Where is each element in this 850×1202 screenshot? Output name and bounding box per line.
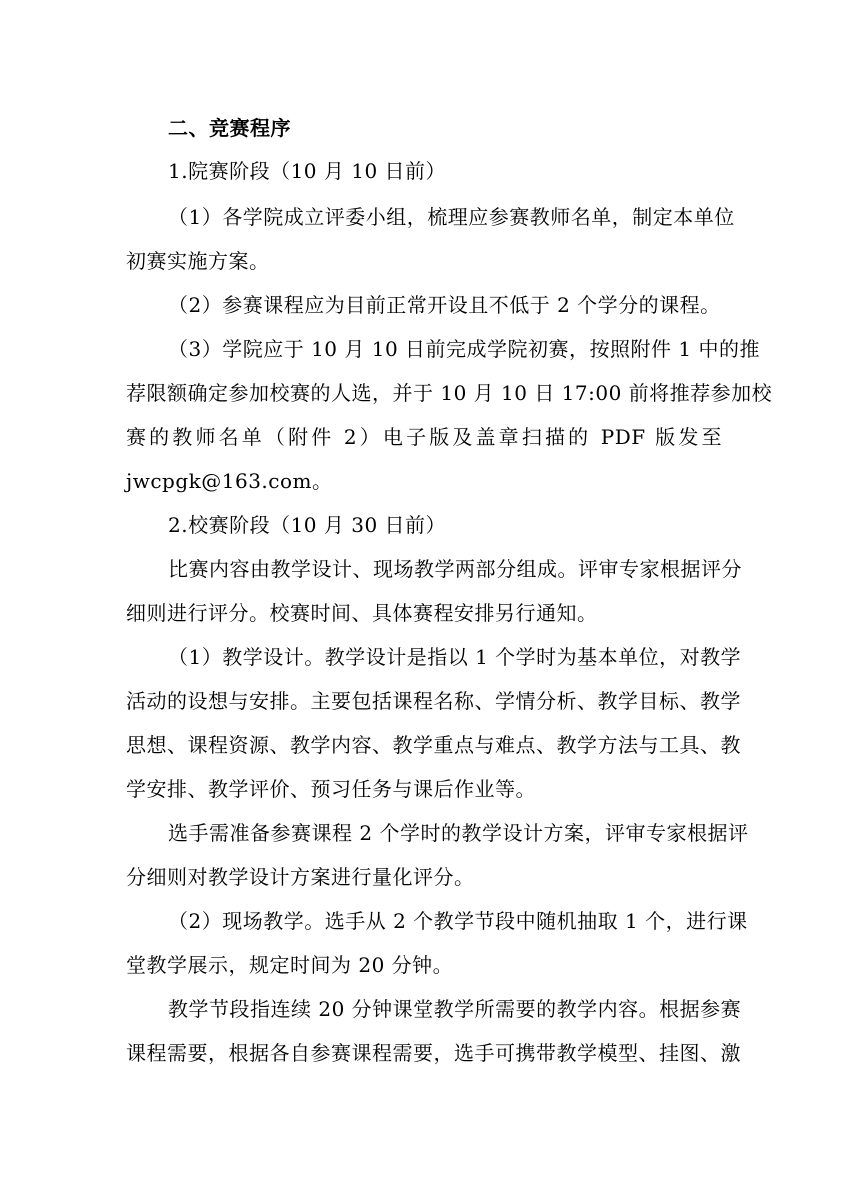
paragraph-line: 初赛实施方案。	[126, 249, 270, 273]
paragraph-line: 学安排、教学评价、预习任务与课后作业等。	[126, 777, 536, 801]
email-address: jwcpgk@163.com。	[126, 469, 333, 493]
paragraph-line: 比赛内容由教学设计、现场教学两部分组成。评审专家根据评分	[168, 557, 742, 581]
paragraph-line: 课程需要，根据各自参赛课程需要，选手可携带教学模型、挂图、激	[126, 1041, 741, 1065]
paragraph-line: 堂教学展示，规定时间为 20 分钟。	[126, 953, 454, 977]
paragraph-line: 细则进行评分。校赛时间、具体赛程安排另行通知。	[126, 601, 598, 625]
paragraph-line: （1）教学设计。教学设计是指以 1 个学时为基本单位，对教学	[168, 645, 742, 669]
paragraph-line: （2）现场教学。选手从 2 个教学节段中随机抽取 1 个，进行课	[168, 909, 748, 933]
paragraph-line: （2）参赛课程应为目前正常开设且不低于 2 个学分的课程。	[168, 293, 721, 317]
paragraph-line: （1）各学院成立评委小组，梳理应参赛教师名单，制定本单位	[168, 205, 735, 229]
subsection-title-college-stage: 1.院赛阶段（10 月 10 日前）	[168, 159, 447, 183]
subsection-title-school-stage: 2.校赛阶段（10 月 30 日前）	[168, 513, 447, 537]
paragraph-line: 分细则对教学设计方案进行量化评分。	[126, 865, 475, 889]
paragraph-line: 教学节段指连续 20 分钟课堂教学所需要的教学内容。根据参赛	[168, 997, 742, 1021]
paragraph-line: 赛的教师名单（附件 2）电子版及盖章扫描的 PDF 版发至	[126, 425, 722, 449]
paragraph-line: 选手需准备参赛课程 2 个学时的教学设计方案，评审专家根据评	[168, 821, 749, 845]
paragraph-line: 荐限额确定参加校赛的人选，并于 10 月 10 日 17:00 前将推荐参加校	[126, 381, 773, 405]
paragraph-line: 思想、课程资源、教学内容、教学重点与难点、教学方法与工具、教	[126, 733, 741, 757]
paragraph-line: （3）学院应于 10 月 10 日前完成学院初赛，按照附件 1 中的推	[168, 337, 760, 361]
paragraph-line: 活动的设想与安排。主要包括课程名称、学情分析、教学目标、教学	[126, 689, 741, 713]
section-heading: 二、竞赛程序	[168, 116, 291, 140]
